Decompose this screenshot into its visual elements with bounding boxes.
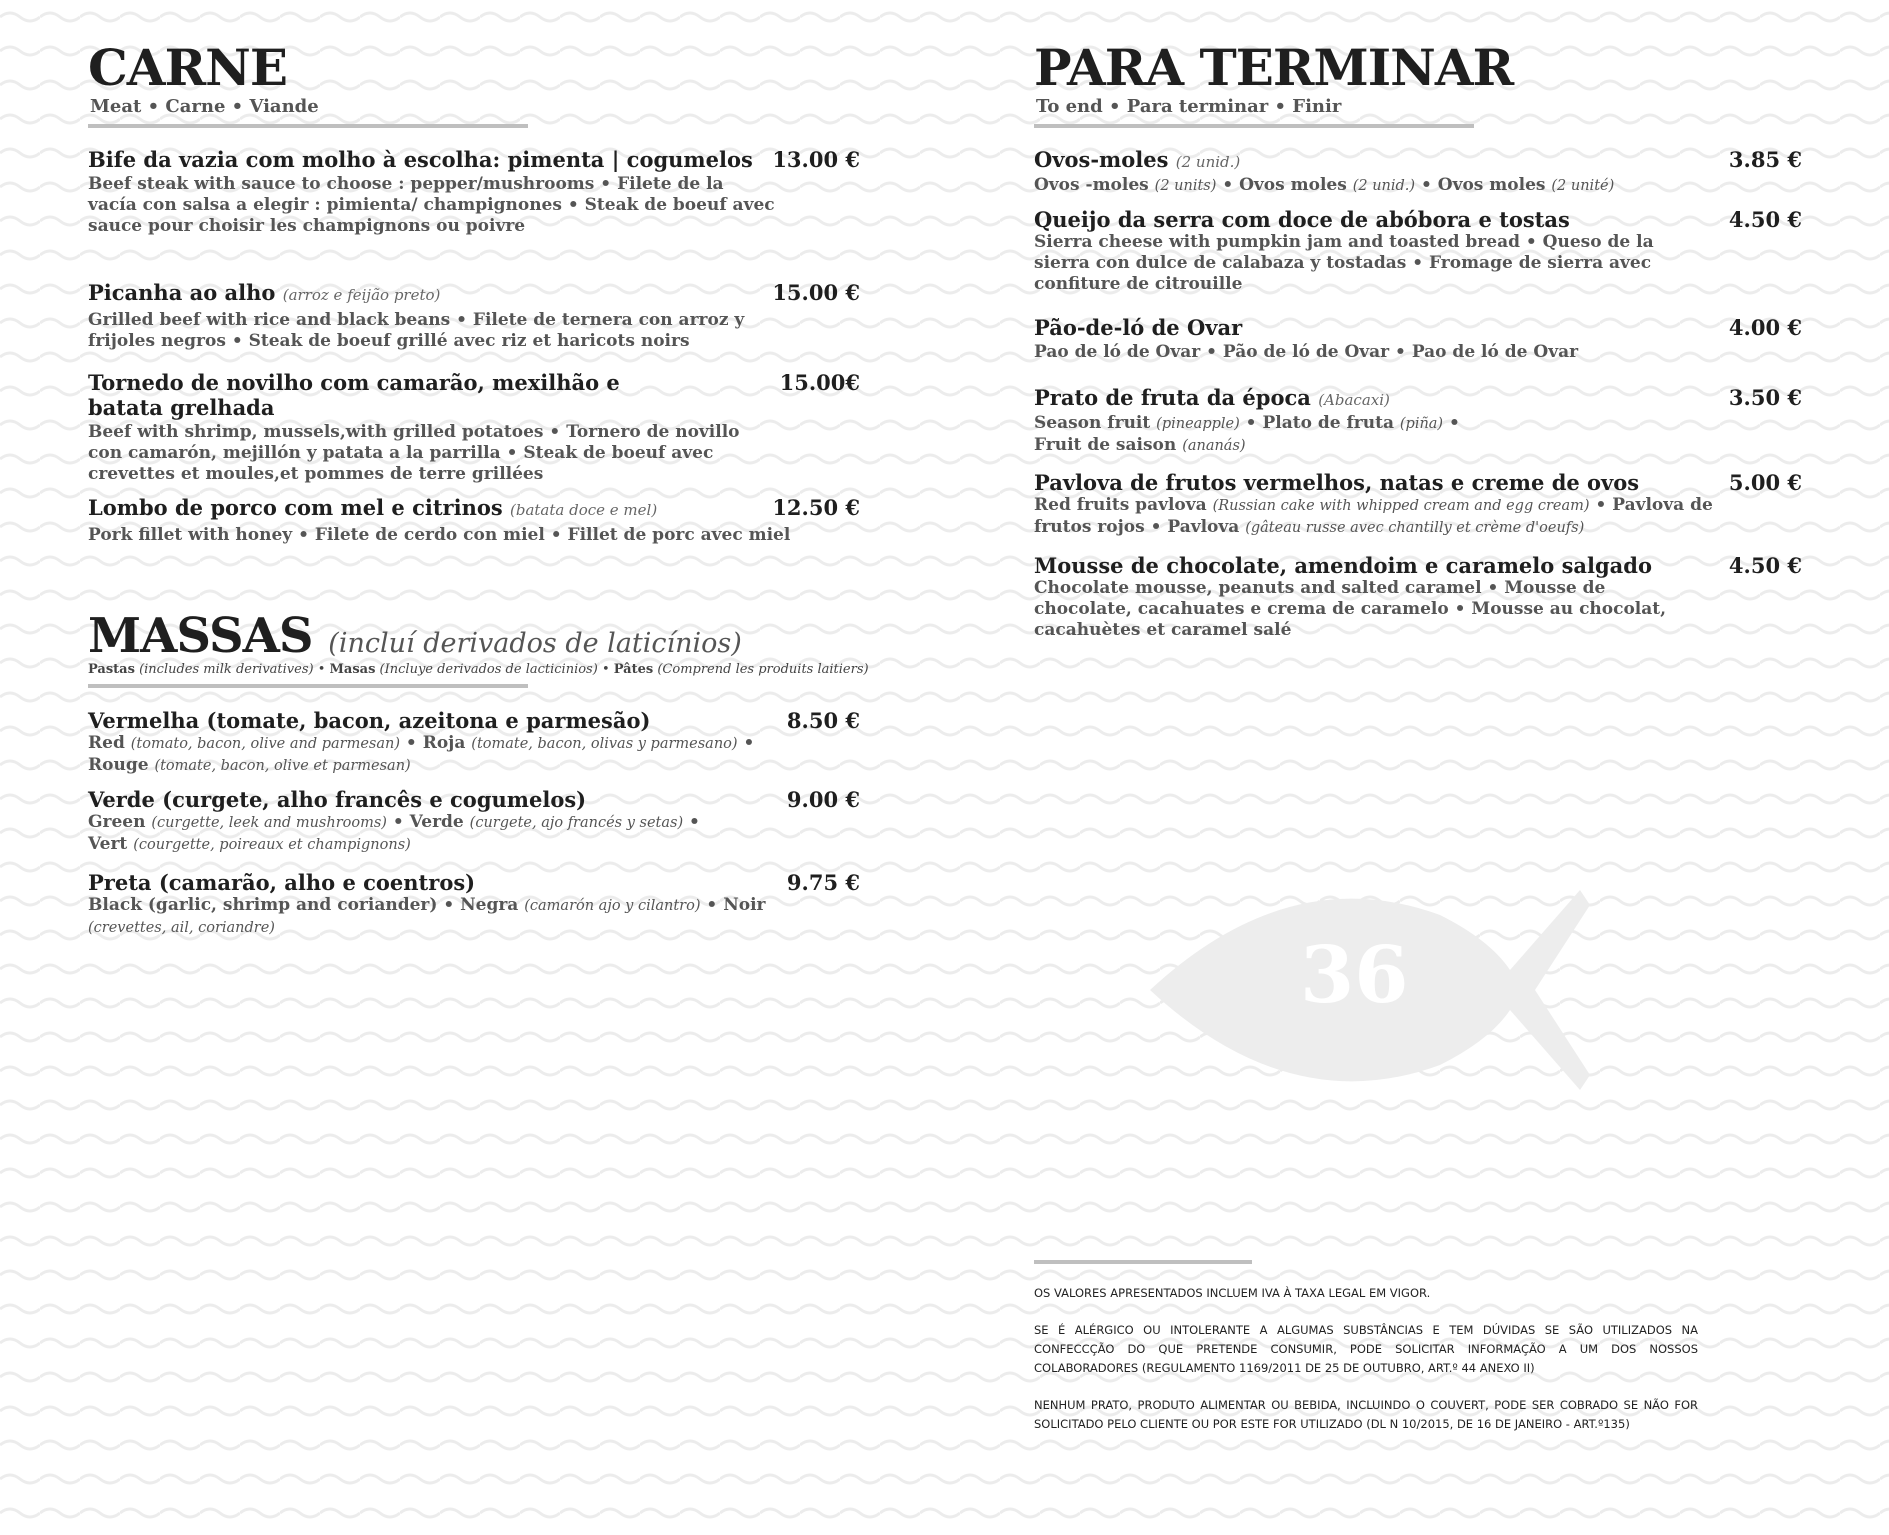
massas-title-note: (incluí derivados de laticínios) [328, 628, 742, 659]
footer-allergen-note: SE É ALÉRGICO OU INTOLERANTE A ALGUMAS SUBSTÂNCIAS E TEM DÚVIDAS SE SÃO UTILIZADOS NA CONFECCÇÃO DO QUE PRETENDE CONSUMIR, PODE SOLICITAR INFORMAÇÃO A UM DOS NOSSOS COLABORADORES (REGULAMENTO 1169/2011 DE 25 DE OUTUBRO, ART.º 44 ANEXO II) [1034, 1323, 1698, 1375]
item-note: (batata doce e mel) [510, 501, 658, 519]
item-price: 8.50 € [786, 708, 860, 733]
item-price: 4.50 € [1728, 553, 1802, 578]
item-name: Queijo da serra com doce de abóbora e tostas [1034, 207, 1570, 232]
item-name: Picanha ao alho (arroz e feijão preto) [88, 280, 441, 305]
terminar-rule [1034, 124, 1474, 128]
item-name: Preta (camarão, alho e coentros) [88, 870, 476, 895]
item-desc: Green (curgette, leek and mushrooms) • Verde (curgete, ajo francés y setas) • Vert (courgette, poireaux et champignons) [88, 812, 700, 854]
massas-subtitle: Pastas (includes milk derivatives) • Masas (Incluye derivados de lacticinios) • Pâtes (Comprend les produits laitiers) [88, 662, 869, 677]
item-price: 9.75 € [786, 870, 860, 895]
item-name: Lombo de porco com mel e citrinos (batata doce e mel) [88, 495, 658, 520]
item-name: Ovos-moles (2 unid.) [1034, 147, 1241, 172]
item-price: 13.00 € [772, 147, 860, 172]
item-name: Pavlova de frutos vermelhos, natas e creme de ovos [1034, 470, 1640, 495]
menu-item [1034, 553, 1802, 641]
menu-item [88, 370, 860, 485]
item-note: (Abacaxi) [1318, 391, 1390, 409]
item-desc: Red (tomato, bacon, olive and parmesan) • Roja (tomate, bacon, olivas y parmesano) • Rouge (tomate, bacon, olive et parmesan) [88, 733, 755, 775]
menu-item [1034, 470, 1802, 539]
menu-item [1034, 147, 1802, 197]
item-price: 15.00€ [779, 370, 860, 395]
item-name: Pão-de-ló de Ovar [1034, 315, 1243, 340]
menu-item [88, 787, 860, 856]
terminar-title: PARA TERMINAR [1034, 38, 1514, 97]
menu-item [1034, 385, 1802, 457]
massas-rule [88, 684, 528, 688]
item-desc: Sierra cheese with pumpkin jam and toasted bread • Queso de la sierra con dulce de calabaza y tostadas • Fromage de sierra avec confiture de citrouille [1034, 232, 1654, 294]
item-price: 3.85 € [1728, 147, 1802, 172]
item-price: 5.00 € [1728, 470, 1802, 495]
menu-item [88, 870, 860, 939]
footer-notes [1034, 1260, 1698, 1452]
item-price: 4.00 € [1728, 315, 1802, 340]
item-name: Vermelha (tomate, bacon, azeitona e parmesão) [88, 708, 651, 733]
menu-item [1034, 315, 1802, 363]
massas-title: MASSAS (incluí derivados de laticínios) [88, 608, 742, 664]
item-price: 9.00 € [786, 787, 860, 812]
item-name: Prato de fruta da época (Abacaxi) [1034, 385, 1390, 410]
footer-couvert-note: NENHUM PRATO, PRODUTO ALIMENTAR OU BEBIDA, INCLUINDO O COUVERT, PODE SER COBRADO SE NÃO FOR SOLICITADO PELO CLIENTE OU POR ESTE FOR UTILIZADO (DL N 10/2015, DE 16 DE JANEIRO - ART.º135) [1034, 1398, 1698, 1431]
item-name: Mousse de chocolate, amendoim e caramelo salgado [1034, 553, 1652, 578]
footer-vat-note: OS VALORES APRESENTADOS INCLUEM IVA À TAXA LEGAL EM VIGOR. [1034, 1286, 1431, 1300]
item-desc: Beef steak with sauce to choose : pepper/mushrooms • Filete de la vacía con salsa a elegir : pimienta/ champignones • Steak de boeuf avec sauce pour choisir les champignons ou poivre [88, 174, 775, 236]
item-name: Verde (curgete, alho francês e cogumelos) [88, 787, 587, 812]
carne-title: CARNE [88, 38, 287, 97]
item-desc: Pao de ló de Ovar • Pão de ló de Ovar • Pao de ló de Ovar [1034, 342, 1579, 362]
item-desc: Season fruit (pineapple) • Plato de fruta (piña) • Fruit de saison (ananás) [1034, 413, 1460, 455]
menu-item [88, 147, 860, 237]
terminar-subtitle: To end • Para terminar • Finir [1036, 96, 1342, 117]
item-note: (2 unid.) [1175, 153, 1241, 171]
carne-rule [88, 124, 528, 128]
emblem-number: 36 [1300, 930, 1409, 1021]
menu-item [88, 280, 860, 352]
item-price: 4.50 € [1728, 207, 1802, 232]
item-desc: Ovos -moles (2 units) • Ovos moles (2 unid.) • Ovos moles (2 unité) [1034, 175, 1615, 195]
item-desc: Chocolate mousse, peanuts and salted caramel • Mousse de chocolate, cacahuates e crema de caramelo • Mousse au chocolat, cacahuètes et caramel salé [1034, 578, 1667, 640]
item-name: Tornedo de novilho com camarão, mexilhão e batata grelhada [88, 370, 620, 420]
item-desc: Pork fillet with honey • Filete de cerdo con miel • Fillet de porc avec miel [88, 525, 791, 545]
menu-item [88, 708, 860, 777]
item-desc: Red fruits pavlova (Russian cake with whipped cream and egg cream) • Pavlova de frutos rojos • Pavlova (gâteau russe avec chantilly et crème d'oeufs) [1034, 495, 1713, 537]
menu-item [1034, 207, 1802, 295]
item-price: 15.00 € [772, 280, 860, 305]
footer-rule [1034, 1260, 1252, 1264]
item-price: 3.50 € [1728, 385, 1802, 410]
item-desc: Grilled beef with rice and black beans • Filete de ternera con arroz y frijoles negros • Steak de boeuf grillé avec riz et haricots noirs [88, 310, 745, 351]
item-price: 12.50 € [772, 495, 860, 520]
item-desc: Black (garlic, shrimp and coriander) • Negra (camarón ajo y cilantro) • Noir (crevettes, ail, coriandre) [88, 895, 766, 936]
item-desc: Beef with shrimp, mussels,with grilled potatoes • Tornero de novillo con camarón, mejillón y patata a la parrilla • Steak de boeuf avec crevettes et moules,et pommes de terre grillées [88, 422, 740, 484]
item-note: (arroz e feijão preto) [282, 286, 441, 304]
carne-subtitle: Meat • Carne • Viande [90, 96, 319, 117]
item-name: Bife da vazia com molho à escolha: pimenta | cogumelos [88, 147, 753, 172]
menu-item [88, 495, 860, 546]
